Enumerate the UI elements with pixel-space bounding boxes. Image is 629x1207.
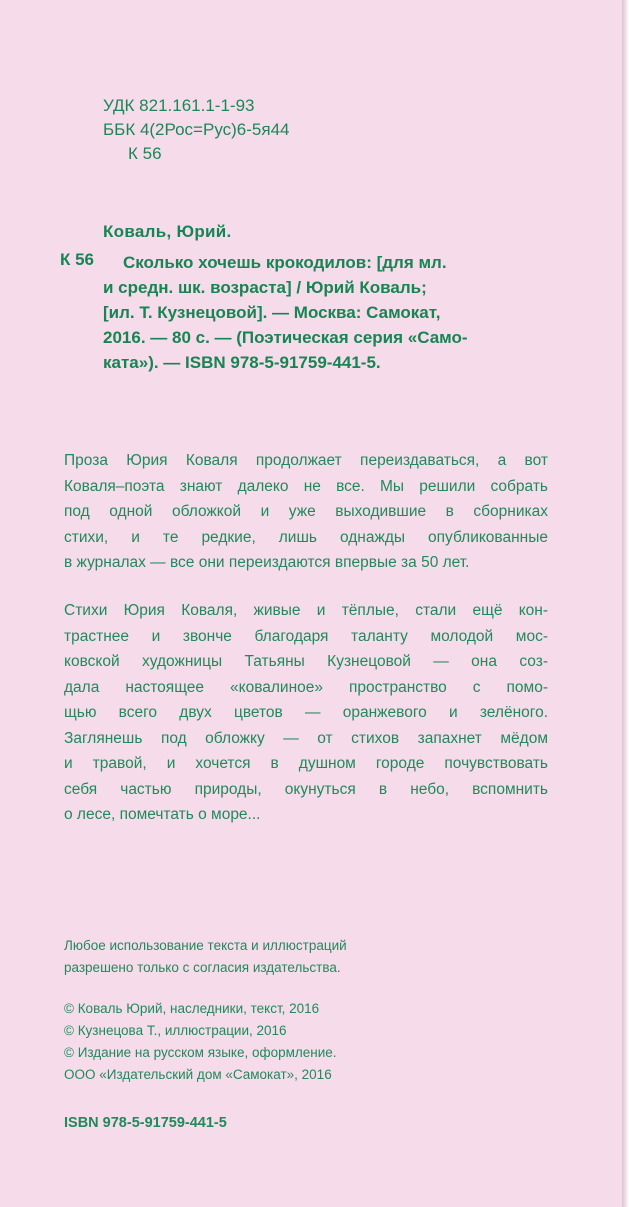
isbn: ISBN 978-5-91759-441-5 [64,1115,227,1131]
classification-codes [103,94,289,166]
annotation-line: дала настоящее «ковалиное» пространство с помо- [64,678,548,696]
page-edge [622,0,629,1207]
annotation-line: себя частью природы, окунуться в небо, вспомнить [64,780,548,798]
annotation-line: ковской художницы Татьяны Кузнецовой — она соз- [64,653,548,670]
annotation-line: в журналах — все они переиздаются впервые за 50 лет. [64,554,470,571]
bibliography-line: 2016. — 80 с. — (Поэтическая серия «Само- [103,328,468,347]
usage-line: разрешено только с согласия издательства. [64,960,341,975]
annotation-line: трастнее и звонче благодаря таланту молодой мос- [64,627,548,645]
annotation-line: Заглянешь под обложку — от стихов запахнет мёдом [64,729,548,747]
bibliography-author: Коваль, Юрий. [103,222,232,241]
bibliography-line: [ил. Т. Кузнецовой]. — Москва: Самокат, [103,303,441,322]
author-mark: К 56 [128,144,162,163]
copyright-line: ООО «Издательский дом «Самокат», 2016 [64,1067,332,1082]
annotation-paragraph-1 [64,448,548,576]
bibliography-line: Сколько хочешь крокодилов: [для мл. [123,253,447,272]
usage-notice [64,935,484,979]
annotation-line: о лесе, помечтать о море... [64,806,261,823]
annotation-line: Коваля–поэта знают далеко не все. Мы решили собрать [64,477,548,495]
bbk-code: ББК 4(2Рос=Рус)6-5я44 [103,120,290,139]
bibliography-mark: К 56 [60,250,95,269]
annotation-line: под одной обложкой и уже выходившие в сборниках [64,503,548,520]
annotation-line: щью всего двух цветов — оранжевого и зелёного. [64,704,548,721]
annotation-line: Проза Юрия Коваля продолжает переиздаваться, а вот [64,452,548,469]
bibliography-record [103,250,533,375]
udk-code: УДК 821.161.1-1-93 [103,96,255,115]
copyright-line: © Коваль Юрий, наследники, текст, 2016 [64,1001,320,1016]
annotation-paragraph-2 [64,598,548,828]
copyright-line: © Кузнецова Т., иллюстрации, 2016 [64,1023,287,1038]
annotation-line: Стихи Юрия Коваля, живые и тёплые, стали ещё кон- [64,602,548,619]
annotation-line: и травой, и хочется в душном городе почувствовать [64,755,548,772]
copyright-line: © Издание на русском языке, оформление. [64,1045,337,1060]
bibliography-line: ката»). — ISBN 978-5-91759-441-5. [103,353,381,372]
bibliography-line: и средн. шк. возраста] / Юрий Коваль; [103,278,427,297]
copyright-notice [64,998,484,1086]
usage-line: Любое использование текста и иллюстраций [64,938,347,953]
annotation-line: стихи, и те редкие, лишь однажды опубликованные [64,528,548,546]
